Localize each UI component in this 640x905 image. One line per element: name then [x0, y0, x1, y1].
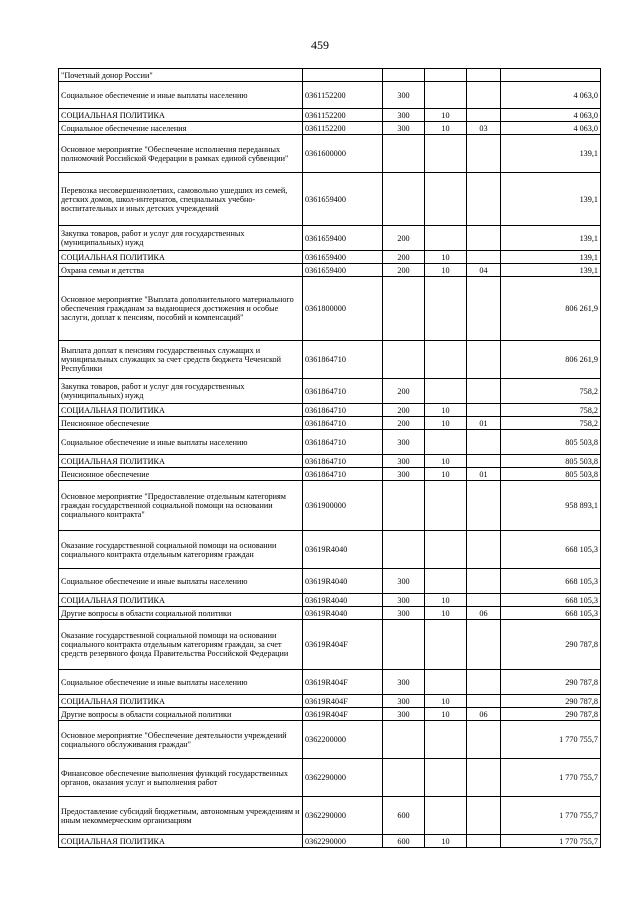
row-name: СОЦИАЛЬНАЯ ПОЛИТИКА — [59, 835, 303, 848]
row-code: 0361659400 — [303, 226, 383, 251]
row-name: Другие вопросы в области социальной политики — [59, 607, 303, 620]
row-code: 0361152200 — [303, 82, 383, 109]
row-expense-type — [383, 481, 425, 531]
row-subsection — [467, 620, 501, 670]
table-row — [59, 277, 601, 341]
row-amount: 806 261,9 — [501, 341, 601, 379]
row-section: 10 — [425, 708, 467, 721]
row-code: 0361864710 — [303, 455, 383, 468]
row-amount: 290 787,8 — [501, 708, 601, 721]
row-amount: 668 105,3 — [501, 607, 601, 620]
row-code: 03619R404F — [303, 670, 383, 695]
table-row — [59, 455, 601, 468]
row-subsection: 04 — [467, 264, 501, 277]
row-amount: 139,1 — [501, 226, 601, 251]
table-row — [59, 797, 601, 835]
table-row — [59, 264, 601, 277]
row-subsection: 06 — [467, 708, 501, 721]
row-expense-type: 300 — [383, 569, 425, 594]
row-section: 10 — [425, 109, 467, 122]
row-expense-type: 300 — [383, 695, 425, 708]
row-expense-type: 600 — [383, 835, 425, 848]
page-number: 459 — [311, 38, 329, 52]
table-row — [59, 135, 601, 173]
row-amount: 1 770 755,7 — [501, 835, 601, 848]
table-row — [59, 417, 601, 430]
row-name: СОЦИАЛЬНАЯ ПОЛИТИКА — [59, 404, 303, 417]
row-section: 10 — [425, 594, 467, 607]
row-section — [425, 670, 467, 695]
row-expense-type — [383, 173, 425, 226]
row-section — [425, 341, 467, 379]
row-section: 10 — [425, 835, 467, 848]
row-amount: 290 787,8 — [501, 695, 601, 708]
row-code: 0361600000 — [303, 135, 383, 173]
table-row — [59, 109, 601, 122]
row-name: СОЦИАЛЬНАЯ ПОЛИТИКА — [59, 251, 303, 264]
row-amount: 805 503,8 — [501, 430, 601, 455]
row-subsection: 03 — [467, 122, 501, 135]
row-subsection — [467, 379, 501, 404]
row-expense-type: 200 — [383, 251, 425, 264]
row-section — [425, 620, 467, 670]
row-amount: 958 893,1 — [501, 481, 601, 531]
row-name: СОЦИАЛЬНАЯ ПОЛИТИКА — [59, 455, 303, 468]
row-amount: 139,1 — [501, 264, 601, 277]
row-expense-type: 200 — [383, 404, 425, 417]
row-subsection — [467, 109, 501, 122]
row-expense-type — [383, 341, 425, 379]
row-amount: 4 063,0 — [501, 122, 601, 135]
row-section — [425, 797, 467, 835]
row-subsection — [467, 670, 501, 695]
budget-table — [58, 68, 601, 848]
row-expense-type — [383, 620, 425, 670]
row-code: 0361900000 — [303, 481, 383, 531]
row-code: 0361659400 — [303, 251, 383, 264]
row-section: 10 — [425, 122, 467, 135]
row-section — [425, 569, 467, 594]
row-subsection — [467, 569, 501, 594]
row-expense-type — [383, 721, 425, 759]
row-subsection — [467, 430, 501, 455]
row-name: Закупка товаров, работ и услуг для государственных (муниципальных) нужд — [59, 379, 303, 404]
row-code: 0361864710 — [303, 379, 383, 404]
row-subsection — [467, 341, 501, 379]
row-subsection — [467, 404, 501, 417]
row-section — [425, 379, 467, 404]
row-amount: 139,1 — [501, 135, 601, 173]
row-code: 03619R4040 — [303, 569, 383, 594]
table-row — [59, 620, 601, 670]
row-code: 03619R4040 — [303, 607, 383, 620]
row-expense-type — [383, 759, 425, 797]
row-section — [425, 277, 467, 341]
row-section: 10 — [425, 404, 467, 417]
row-code: 0362290000 — [303, 797, 383, 835]
row-subsection: 01 — [467, 417, 501, 430]
row-code: 0361864710 — [303, 430, 383, 455]
table-row — [59, 695, 601, 708]
row-subsection: 06 — [467, 607, 501, 620]
table-row — [59, 708, 601, 721]
row-code: 03619R4040 — [303, 594, 383, 607]
table-row — [59, 670, 601, 695]
row-expense-type — [383, 277, 425, 341]
row-name: Социальное обеспечение и иные выплаты населению — [59, 430, 303, 455]
row-name: Основное мероприятие "Обеспечение исполнения переданных полномочий Российской Федерации в рамках единой субвенции" — [59, 135, 303, 173]
row-subsection — [467, 797, 501, 835]
table-row — [59, 82, 601, 109]
row-expense-type: 600 — [383, 797, 425, 835]
row-section: 10 — [425, 251, 467, 264]
row-section — [425, 226, 467, 251]
row-code: 03619R404F — [303, 695, 383, 708]
row-code: 0362290000 — [303, 835, 383, 848]
row-subsection — [467, 277, 501, 341]
row-amount: 1 770 755,7 — [501, 721, 601, 759]
row-name: Социальное обеспечение населения — [59, 122, 303, 135]
table-row — [59, 251, 601, 264]
row-subsection — [467, 835, 501, 848]
row-expense-type: 300 — [383, 468, 425, 481]
row-section — [425, 430, 467, 455]
row-expense-type: 300 — [383, 708, 425, 721]
row-section: 10 — [425, 695, 467, 708]
row-amount: 1 770 755,7 — [501, 759, 601, 797]
row-subsection — [467, 173, 501, 226]
row-amount: 668 105,3 — [501, 531, 601, 569]
row-amount: 668 105,3 — [501, 569, 601, 594]
row-subsection — [467, 531, 501, 569]
row-name: Основное мероприятие "Обеспечение деятельности учреждений социального обслуживания граждан" — [59, 721, 303, 759]
row-amount: 805 503,8 — [501, 468, 601, 481]
row-subsection: 01 — [467, 468, 501, 481]
row-code: 0361152200 — [303, 109, 383, 122]
row-code: 03619R4040 — [303, 531, 383, 569]
row-section — [425, 173, 467, 226]
row-amount: 290 787,8 — [501, 620, 601, 670]
row-expense-type: 300 — [383, 430, 425, 455]
row-code: 0361864710 — [303, 417, 383, 430]
row-subsection — [467, 69, 501, 82]
row-subsection — [467, 759, 501, 797]
row-expense-type: 300 — [383, 109, 425, 122]
row-amount: 668 105,3 — [501, 594, 601, 607]
table-row — [59, 69, 601, 82]
row-amount — [501, 69, 601, 82]
row-code: 0361659400 — [303, 264, 383, 277]
row-name: Охрана семьи и детства — [59, 264, 303, 277]
row-subsection — [467, 226, 501, 251]
row-amount: 1 770 755,7 — [501, 797, 601, 835]
row-expense-type: 200 — [383, 379, 425, 404]
row-name: Социальное обеспечение и иные выплаты населению — [59, 82, 303, 109]
table-row — [59, 122, 601, 135]
row-expense-type: 200 — [383, 226, 425, 251]
table-row — [59, 379, 601, 404]
row-name: Основное мероприятие "Выплата дополнительного материального обеспечения гражданам за выдающиеся достижения и особые заслуги, доплат к пенсиям, пособий и компенсаций" — [59, 277, 303, 341]
table-row — [59, 430, 601, 455]
row-amount: 758,2 — [501, 417, 601, 430]
row-amount: 139,1 — [501, 173, 601, 226]
row-code: 03619R404F — [303, 620, 383, 670]
row-subsection — [467, 251, 501, 264]
row-section — [425, 721, 467, 759]
row-amount: 758,2 — [501, 404, 601, 417]
table-row — [59, 481, 601, 531]
row-subsection — [467, 695, 501, 708]
row-code: 0361152200 — [303, 122, 383, 135]
row-amount: 805 503,8 — [501, 455, 601, 468]
row-expense-type: 300 — [383, 455, 425, 468]
row-name: Оказание государственной социальной помощи на основании социального контракта отдельным категориям граждан — [59, 531, 303, 569]
row-subsection — [467, 481, 501, 531]
row-section — [425, 69, 467, 82]
budget-table-body — [59, 69, 601, 848]
row-amount: 139,1 — [501, 251, 601, 264]
row-name: СОЦИАЛЬНАЯ ПОЛИТИКА — [59, 695, 303, 708]
row-expense-type — [383, 69, 425, 82]
row-section: 10 — [425, 607, 467, 620]
row-expense-type: 200 — [383, 417, 425, 430]
row-code: 03619R404F — [303, 708, 383, 721]
table-row — [59, 607, 601, 620]
row-amount: 758,2 — [501, 379, 601, 404]
row-amount: 4 063,0 — [501, 109, 601, 122]
table-row — [59, 341, 601, 379]
row-name: Пенсионное обеспечение — [59, 417, 303, 430]
row-subsection — [467, 721, 501, 759]
row-code: 0361864710 — [303, 404, 383, 417]
row-name: Предоставление субсидий бюджетным, автономным учреждениям и иным некоммерческим организациям — [59, 797, 303, 835]
row-subsection — [467, 455, 501, 468]
row-subsection — [467, 594, 501, 607]
row-name: СОЦИАЛЬНАЯ ПОЛИТИКА — [59, 594, 303, 607]
row-name: Пенсионное обеспечение — [59, 468, 303, 481]
row-code: 0361800000 — [303, 277, 383, 341]
row-code: 0361864710 — [303, 341, 383, 379]
row-section: 10 — [425, 417, 467, 430]
row-subsection — [467, 135, 501, 173]
row-name: Выплата доплат к пенсиям государственных служащих и муниципальных служащих за счет средств бюджета Чеченской Республики — [59, 341, 303, 379]
row-code: 0362200000 — [303, 721, 383, 759]
row-subsection — [467, 82, 501, 109]
row-name: "Почетный донор России" — [59, 69, 303, 82]
row-expense-type: 300 — [383, 122, 425, 135]
row-section: 10 — [425, 455, 467, 468]
table-row — [59, 594, 601, 607]
table-row — [59, 404, 601, 417]
row-name: Основное мероприятие "Предоставление отдельным категориям граждан государственной социальной помощи на основании социального контракта" — [59, 481, 303, 531]
row-code: 0361659400 — [303, 173, 383, 226]
row-section — [425, 759, 467, 797]
row-section: 10 — [425, 468, 467, 481]
row-expense-type: 200 — [383, 264, 425, 277]
row-expense-type: 300 — [383, 82, 425, 109]
row-name: Социальное обеспечение и иные выплаты населению — [59, 670, 303, 695]
row-code — [303, 69, 383, 82]
table-row — [59, 835, 601, 848]
row-expense-type — [383, 135, 425, 173]
row-name: Закупка товаров, работ и услуг для государственных (муниципальных) нужд — [59, 226, 303, 251]
row-section — [425, 82, 467, 109]
row-name: Социальное обеспечение и иные выплаты населению — [59, 569, 303, 594]
table-row — [59, 569, 601, 594]
row-name: Перевозка несовершеннолетних, самовольно ушедших из семей, детских домов, школ-интернатов, специальных учебно-воспитательных и иных детских учреждений — [59, 173, 303, 226]
row-section: 10 — [425, 264, 467, 277]
row-expense-type: 300 — [383, 607, 425, 620]
row-expense-type: 300 — [383, 594, 425, 607]
row-name: Финансовое обеспечение выполнения функций государственных органов, оказания услуг и выполнения работ — [59, 759, 303, 797]
row-section — [425, 481, 467, 531]
row-code: 0362290000 — [303, 759, 383, 797]
table-row — [59, 468, 601, 481]
row-name: Другие вопросы в области социальной политики — [59, 708, 303, 721]
table-row — [59, 173, 601, 226]
row-code: 0361864710 — [303, 468, 383, 481]
row-amount: 4 063,0 — [501, 82, 601, 109]
row-expense-type: 300 — [383, 670, 425, 695]
row-amount: 290 787,8 — [501, 670, 601, 695]
table-row — [59, 759, 601, 797]
table-row — [59, 226, 601, 251]
row-expense-type — [383, 531, 425, 569]
row-section — [425, 135, 467, 173]
row-section — [425, 531, 467, 569]
row-name: Оказание государственной социальной помощи на основании социального контракта отдельным категориям граждан, за счет средств резервного фонда Правительства Российской Федерации — [59, 620, 303, 670]
row-amount: 806 261,9 — [501, 277, 601, 341]
table-row — [59, 531, 601, 569]
table-row — [59, 721, 601, 759]
row-name: СОЦИАЛЬНАЯ ПОЛИТИКА — [59, 109, 303, 122]
